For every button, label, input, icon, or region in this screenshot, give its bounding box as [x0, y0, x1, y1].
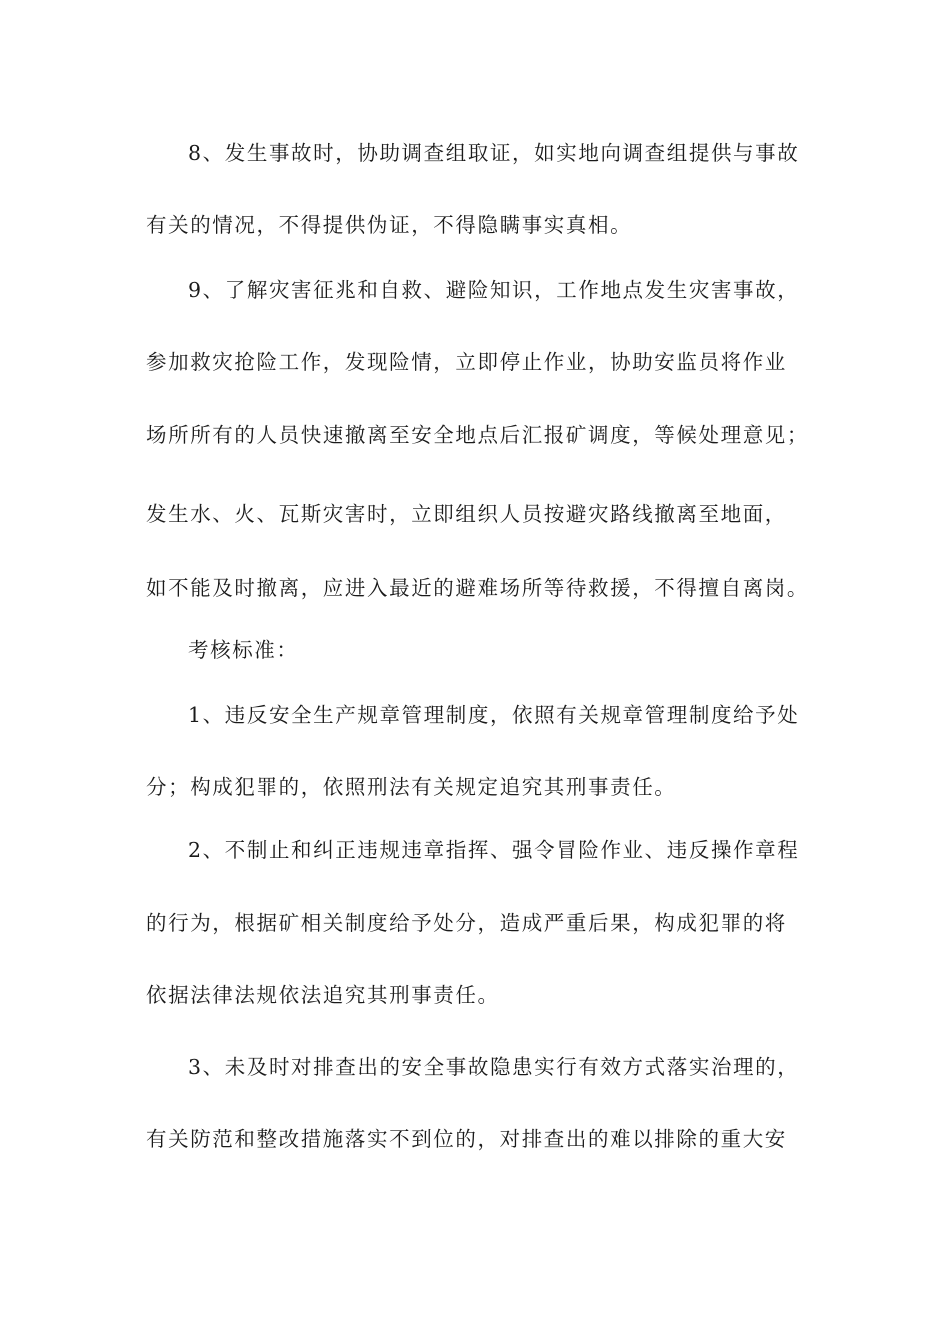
text-line: 分；构成犯罪的，依照刑法有关规定追究其刑事责任。: [146, 775, 677, 799]
text-line: 依据法律法规依法追究其刑事责任。: [146, 983, 500, 1007]
text-line: 场所所有的人员快速撤离至安全地点后汇报矿调度，等候处理意见；: [146, 423, 809, 447]
text-line: 9、了解灾害征兆和自救、避险知识，工作地点发生灾害事故，: [188, 278, 800, 302]
text-line: 参加救灾抢险工作，发现险情，立即停止作业，协助安监员将作业: [146, 350, 787, 374]
text-line: 如不能及时撤离，应进入最近的避难场所等待救援，不得擅自离岗。: [146, 576, 809, 600]
text-line: 发生水、火、瓦斯灾害时，立即组织人员按避灾路线撤离至地面，: [146, 502, 787, 526]
text-line: 8、发生事故时，协助调查组取证，如实地向调查组提供与事故: [188, 141, 800, 165]
text-line: 2、不制止和纠正违规违章指挥、强令冒险作业、违反操作章程: [188, 838, 800, 862]
text-line: 有关的情况，不得提供伪证，不得隐瞒事实真相。: [146, 213, 633, 237]
section-heading: 考核标准：: [188, 638, 299, 662]
text-line: 的行为，根据矿相关制度给予处分，造成严重后果，构成犯罪的将: [146, 911, 787, 935]
text-line: 3、未及时对排查出的安全事故隐患实行有效方式落实治理的，: [188, 1055, 800, 1079]
text-line: 1、违反安全生产规章管理制度，依照有关规章管理制度给予处: [188, 703, 800, 727]
text-line: 有关防范和整改措施落实不到位的，对排查出的难以排除的重大安: [146, 1127, 787, 1151]
